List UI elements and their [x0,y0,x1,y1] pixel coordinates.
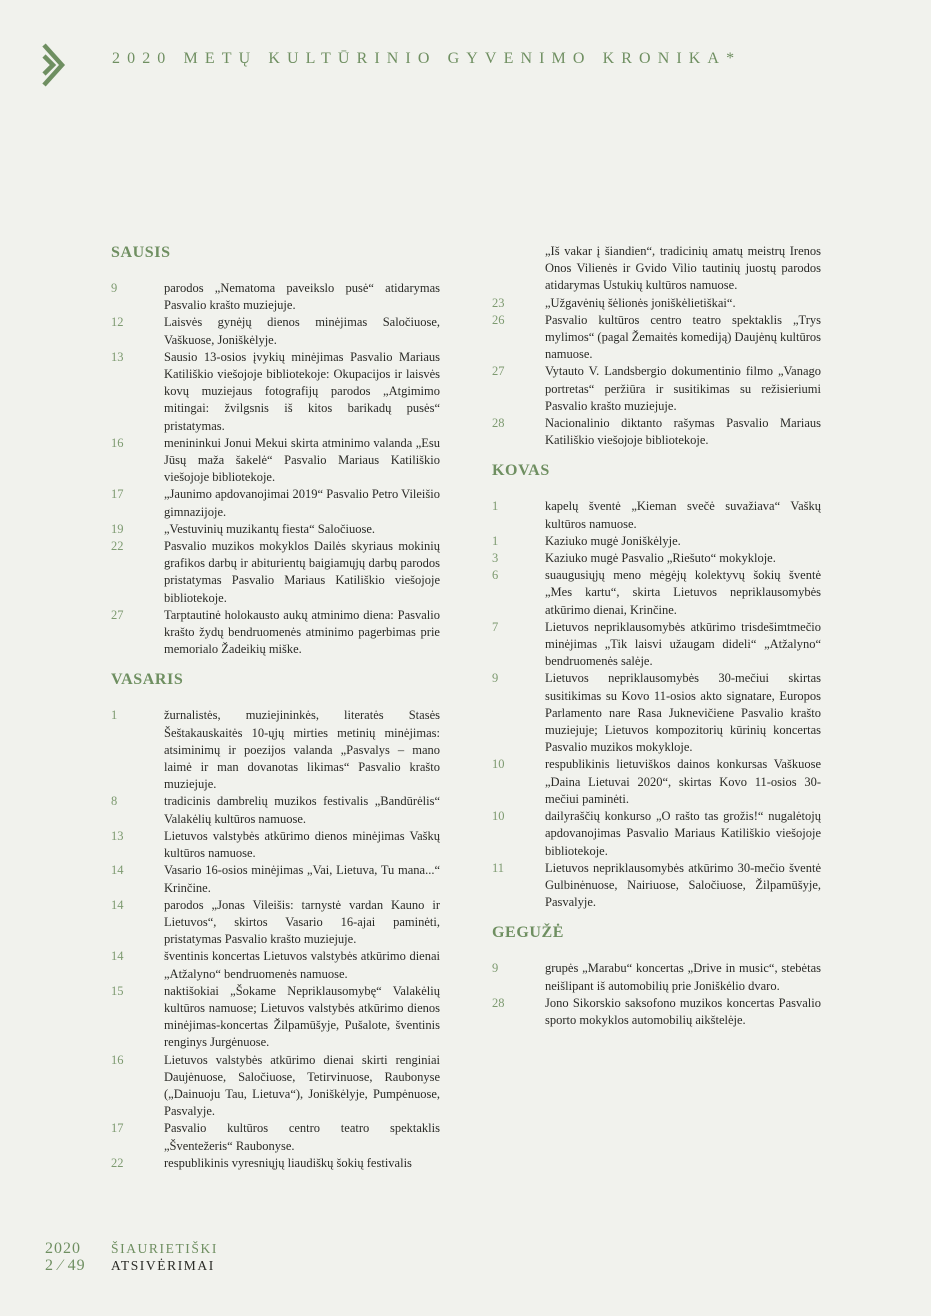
entry-day: 7 [492,619,499,634]
list-item [492,533,822,550]
entry-day: 28 [492,416,505,431]
entry-day: 17 [111,1121,124,1136]
list-item [111,349,441,435]
entry-text: tradicinis dambrelių muzikos festivalis „Bandūrėlis“ Valakėlių kultūros namuose. [164,794,440,826]
entry-day: 6 [492,568,499,583]
entry-day: 16 [111,435,124,450]
entry-text: Lietuvos valstybės atkūrimo dienai skirti renginiai Daujėnuose, Saločiuose, Tetirvinuose, Raubonyse („Dainuoju Tau, Lietuva“), Joniškėlyje, Pumpėnuose, Pasvalyje. [164,1052,440,1119]
entry-text: respublikinis lietuviškos dainos konkursas Vaškuose „Daina Lietuvai 2020“, skirtas Kovo 11-osios 30-mečiui paminėti. [545,757,821,806]
entry-text: Pasvalio kultūros centro teatro spektaklis „Šventežeris“ Raubonyse. [164,1121,440,1153]
entry-text: Jono Sikorskio saksofono muzikos koncertas Pasvalio sporto mokyklos automobilių aikštelėje. [545,995,821,1027]
double-chevron-icon [40,42,70,88]
entry-day: 19 [111,521,124,536]
list-item [111,793,441,827]
entry-text: Nacionalinio diktanto rašymas Pasvalio Mariaus Katiliškio viešojoje bibliotekoje. [545,416,821,448]
entry-day: 23 [492,295,505,310]
list-item [492,995,822,1029]
list-item [492,567,822,619]
entry-day: 8 [111,794,118,809]
entry-text: Kaziuko mugė Pasvalio „Riešuto“ mokykloje. [545,551,776,566]
list-item [492,756,822,808]
issue-number [45,1240,86,1274]
entry-text: respublikinis vyresniųjų liaudiškų šokių festivalis [164,1155,412,1170]
list-item [492,312,822,364]
entries-vasaris [111,707,441,1171]
list-item [111,314,441,348]
entry-text: parodos „Nematoma paveikslo pusė“ atidarymas Pasvalio krašto muziejuje. [164,281,440,313]
section-heading-kovas: KOVAS [492,462,550,480]
entry-text: Lietuvos nepriklausomybės 30-mečiui skirtas susitikimas su Kovo 11-osios akto signatare, Europos Parlamento nare Rasa Juknevičiene Pasvalio krašto muziejuje; Lietuvos kompozitorių kūrinių koncertas Pasvalio muzikos mokykloje. [545,671,821,755]
list-item [111,897,441,949]
entry-day: 9 [492,671,499,686]
entry-day: 27 [111,607,124,622]
right-column [492,243,822,1029]
entry-text: Laisvės gynėjų dienos minėjimas Saločiuose, Vaškuose, Joniškėlyje. [164,315,440,347]
entry-text: Tarptautinė holokausto aukų atminimo diena: Pasvalio krašto žydų bendruomenės atminimo pagerbimas prie memorialo Žadeikių miške. [164,607,440,657]
left-column [111,243,441,1172]
entry-text: žurnalistės, muziejininkės, literatės Stasės Šeštakauskaitės 10-ųjų mirties metinių minėjimas: atsiminimų ir poezijos valanda „Pasvalys – mano laimė ir man dovanotas likimas“ Pasvalio krašto muziejuje. [164,708,440,792]
entry-text: šventinis koncertas Lietuvos valstybės atkūrimo dienai „Atžalyno“ bendruomenės namuose. [164,949,440,981]
entry-text: menininkui Jonui Mekui skirta atminimo valanda „Esu Jūsų maža šakelė“ Pasvalio Mariaus Katiliškio viešojoje bibliotekoje. [164,435,440,485]
entry-day: 22 [111,1155,124,1170]
entry-day: 1 [492,499,499,514]
entry-text: Lietuvos nepriklausomybės atkūrimo 30-mečio šventė Gulbinėnuose, Nairiuose, Saločiuose, Žilpamūšyje, Pasvalyje. [545,860,821,910]
entry-day: 14 [111,949,124,964]
entry-day: 27 [492,364,505,379]
list-item [111,948,441,982]
list-item [111,607,441,659]
list-item [111,828,441,862]
list-item [111,1155,441,1172]
section-heading-vasaris: VASARIS [111,671,184,689]
entry-text: Sausio 13-osios įvykių minėjimas Pasvalio Mariaus Katiliškio viešojoje bibliotekoje: Okupacijos ir laisvės kovų muziejaus fotografijų parodos „Atgimimo mitingai: žvilgsnis iš kitos barikadų pusės“ pristatymas. [164,349,440,433]
issue-page: 2 ⁄ 49 [45,1257,86,1274]
section-heading-sausis: SAUSIS [111,244,171,261]
list-item [111,983,441,1052]
entry-day: 14 [111,897,124,912]
entry-text: „Jaunimo apdovanojimai 2019“ Pasvalio Petro Vileišio gimnazijoje. [164,487,440,519]
entry-day: 22 [111,539,124,554]
entry-text: „Vestuvinių muzikantų fiesta“ Saločiuose. [164,521,376,536]
issue-year: 2020 [45,1240,81,1257]
entry-day: 14 [111,863,124,878]
list-item [492,619,822,671]
entry-text: Pasvalio muzikos mokyklos Dailės skyriaus mokinių grafikos darbų ir abiturientų baigiamųjų darbų parodos pristatymas Pasvalio Mariaus Katiliškio viešojoje bibliotekoje. [164,539,440,605]
magazine-name-line1: ŠIAURIETIŠKI [111,1241,218,1256]
list-item [111,707,441,793]
entry-day: 10 [492,757,505,772]
list-item [111,280,441,314]
list-item [111,862,441,896]
list-item [111,435,441,487]
entry-text: kapelų šventė „Kieman svečė suvažiava“ Vaškų kultūros namuose. [545,499,821,531]
entry-text: dailyraščių konkurso „O rašto tas grožis!“ nugalėtojų apdovanojimas Pasvalio Mariaus Katiliškio viešojoje bibliotekoje. [545,809,821,858]
entry-text: Vytauto V. Landsbergio dokumentinio filmo „Vanago portretas“ peržiūra ir susitikimas su režisieriumi Pasvalio krašto muziejuje. [545,364,821,413]
list-item [111,486,441,520]
entry-day: 1 [111,708,118,723]
entry-text: Vasario 16-osios minėjimas „Vai, Lietuva, Tu mana...“ Krinčine. [164,863,440,895]
continued-entry-text: „Iš vakar į šiandien“, tradicinių amatų meistrų Irenos Onos Vilienės ir Gvido Vilio tautinių juostų parodos atidarymas Ustukių kultūros namuose. [545,244,821,293]
entry-day: 9 [111,281,118,295]
list-item [492,670,822,756]
entry-text: Pasvalio kultūros centro teatro spektaklis „Trys mylimos“ (pagal Žemaitės komediją) Daujėnų kultūros namuose. [545,312,821,362]
entry-text: Kaziuko mugė Joniškėlyje. [545,533,681,548]
list-item [111,538,441,607]
entries-geguze [492,960,822,1029]
entry-day: 9 [492,961,499,976]
entry-day: 28 [492,995,505,1010]
list-item [111,1120,441,1154]
entry-day: 13 [111,828,124,843]
list-item [492,363,822,415]
entry-text: Lietuvos nepriklausomybės atkūrimo trisdešimtmečio minėjimas „Tik laisvi užaugam dideli“ „Atžalyno“ bendruomenės salėje. [545,619,821,669]
entry-text: parodos „Jonas Vileišis: tarnystė vardan Kauno ir Lietuvos“, skirtos Vasario 16-ajai paminėti, pristatymas Pasvalio krašto muziejuje. [164,897,440,947]
entry-day: 17 [111,487,124,502]
entry-day: 10 [492,809,505,824]
entry-day: 3 [492,551,499,566]
list-item [492,550,822,567]
list-item [492,860,822,912]
entry-day: 16 [111,1052,124,1067]
section-heading-geguze: GEGUŽĖ [492,924,565,942]
entries-kovas [492,498,822,911]
entry-text: Lietuvos valstybės atkūrimo dienos minėjimas Vaškų kultūros namuose. [164,828,440,861]
entries-sausis [111,280,441,658]
list-item [492,808,822,860]
entry-text: suaugusiųjų meno mėgėjų kolektyvų šokių šventė „Mes kartu“, skirta Lietuvos nepriklausomybės atkūrimo dienai, Krinčine. [545,568,821,617]
entry-day: 12 [111,315,124,330]
list-item [492,295,822,312]
magazine-name-line2: ATSIVĖRIMAI [111,1257,215,1273]
list-item [492,498,822,532]
running-title: 2020 METŲ KULTŪRINIO GYVENIMO KRONIKA* [112,50,742,67]
entry-day: 11 [492,860,505,875]
entry-text: grupės „Marabu“ koncertas „Drive in music“, stebėtas neišlipant iš automobilių prie Joniškėlio dvaro. [545,961,821,993]
entry-day: 13 [111,349,124,364]
list-item [111,521,441,538]
entry-day: 15 [111,983,124,998]
entries-vasaris-continued [492,295,822,450]
entry-text: naktišokiai „Šokame Nepriklausomybę“ Valakėlių kultūros namuose; Lietuvos valstybės atkūrimo dienos minėjimas-koncertas Žilpamūšyje, Pušalote, šventinis renginys Jurgėnuose. [164,983,440,1050]
magazine-name [111,1241,218,1274]
list-item [492,960,822,994]
entry-text: „Užgavėnių šėlionės joniškėlietiškai“. [545,295,736,310]
list-item [492,415,822,449]
entry-day: 1 [492,533,499,548]
list-item [111,1052,441,1121]
entry-day: 26 [492,312,505,327]
